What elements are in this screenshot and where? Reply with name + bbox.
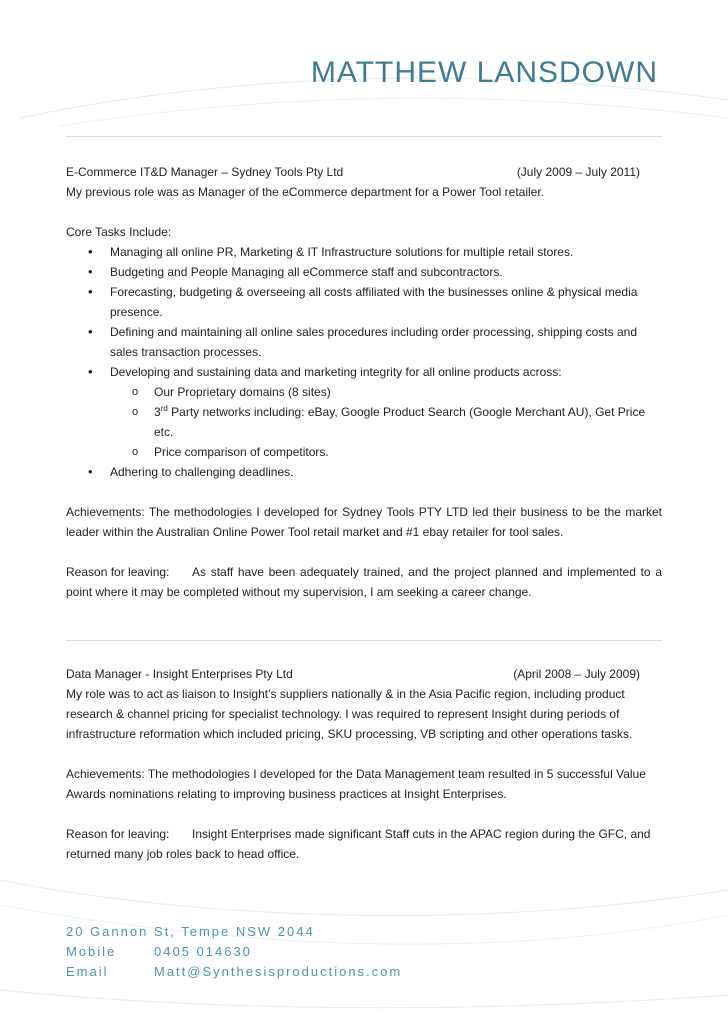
ordinal-number: 3 bbox=[154, 405, 161, 419]
mobile-number: 0405 014630 bbox=[154, 944, 252, 959]
mobile-label: Mobile bbox=[66, 944, 117, 959]
reason-text: As staff have been adequately trained, and the project planned and implemented to a point where it may be completed without my supervision, I am seeking a career change. bbox=[66, 565, 662, 599]
job-header bbox=[66, 162, 662, 182]
job-title: Data Manager - Insight Enterprises Pty Ltd bbox=[66, 667, 293, 681]
email-row bbox=[66, 962, 402, 982]
list-item: • Budgeting and People Managing all eCommerce staff and subcontractors. bbox=[66, 262, 662, 282]
reason-text: Insight Enterprises made significant Staff cuts in the APAC region during the GFC, and returned many job roles back to head office. bbox=[66, 827, 651, 861]
job-header bbox=[66, 664, 662, 684]
job-summary: My role was to act as liaison to Insight’s suppliers nationally & in the Asia Pacific region, including product research & channel pricing for specialist technology. I was required to represent Insight during periods of infrastructure reformation which included pricing, SKU processing, VB scripting and other operations tasks. bbox=[66, 687, 633, 741]
list-item-text: Developing and sustaining data and marketing integrity for all online products across: bbox=[110, 365, 562, 379]
tasks-heading: Core Tasks Include: bbox=[66, 225, 172, 239]
page-title: MATTHEW LANSDOWN bbox=[310, 56, 658, 89]
achievements: Achievements: The methodologies I developed for the Data Management team resulted in 5 successful Value Awards nominations relating to improving business practices at Insight Enterprises. bbox=[66, 767, 646, 801]
job-section-1 bbox=[66, 162, 662, 602]
reason-label: Reason for leaving: bbox=[66, 827, 170, 841]
achievements: Achievements: The methodologies I developed for Sydney Tools PTY LTD led their business to be the market leader within the Australian Online Power Tool retail market and #1 ebay retailer for tool sales. bbox=[66, 505, 662, 539]
contact-footer bbox=[66, 922, 402, 982]
sub-list-item-text: Party networks including: eBay, Google Product Search (Google Merchant AU), Get Price etc. bbox=[154, 405, 646, 439]
email-address[interactable]: Matt@Synthesisproductions.com bbox=[154, 964, 403, 979]
email-label: Email bbox=[66, 964, 109, 979]
list-item bbox=[66, 362, 662, 462]
job-title: E-Commerce IT&D Manager – Sydney Tools Pty Ltd bbox=[66, 165, 344, 179]
job-dates: (April 2008 – July 2009) bbox=[513, 667, 640, 681]
job-section-2 bbox=[66, 664, 662, 864]
list-item: • Managing all online PR, Marketing & IT Infrastructure solutions for multiple retail stores. bbox=[66, 242, 662, 262]
reason-for-leaving bbox=[66, 562, 662, 602]
list-item: • Defining and maintaining all online sales procedures including order processing, shipping costs and sales transaction processes. bbox=[66, 322, 662, 362]
ordinal-suffix: rd bbox=[160, 404, 168, 413]
address: 20 Gannon St, Tempe NSW 2044 bbox=[66, 924, 315, 939]
sub-list-item bbox=[110, 402, 662, 442]
reason-label: Reason for leaving: bbox=[66, 565, 170, 579]
reason-for-leaving bbox=[66, 824, 662, 864]
list-item: • Adhering to challenging deadlines. bbox=[66, 462, 662, 482]
list-item: • Forecasting, budgeting & overseeing all costs affiliated with the businesses online & physical media presence. bbox=[66, 282, 662, 322]
sub-list-item: o Our Proprietary domains (8 sites) bbox=[110, 382, 662, 402]
divider bbox=[66, 640, 662, 641]
mobile-row bbox=[66, 942, 402, 962]
sub-task-list bbox=[110, 382, 662, 462]
sub-list-item: o Price comparison of competitors. bbox=[110, 442, 662, 462]
job-summary: My previous role was as Manager of the eCommerce department for a Power Tool retailer. bbox=[66, 185, 544, 199]
divider bbox=[66, 136, 662, 137]
task-list bbox=[66, 242, 662, 482]
job-dates: (July 2009 – July 2011) bbox=[516, 165, 640, 179]
